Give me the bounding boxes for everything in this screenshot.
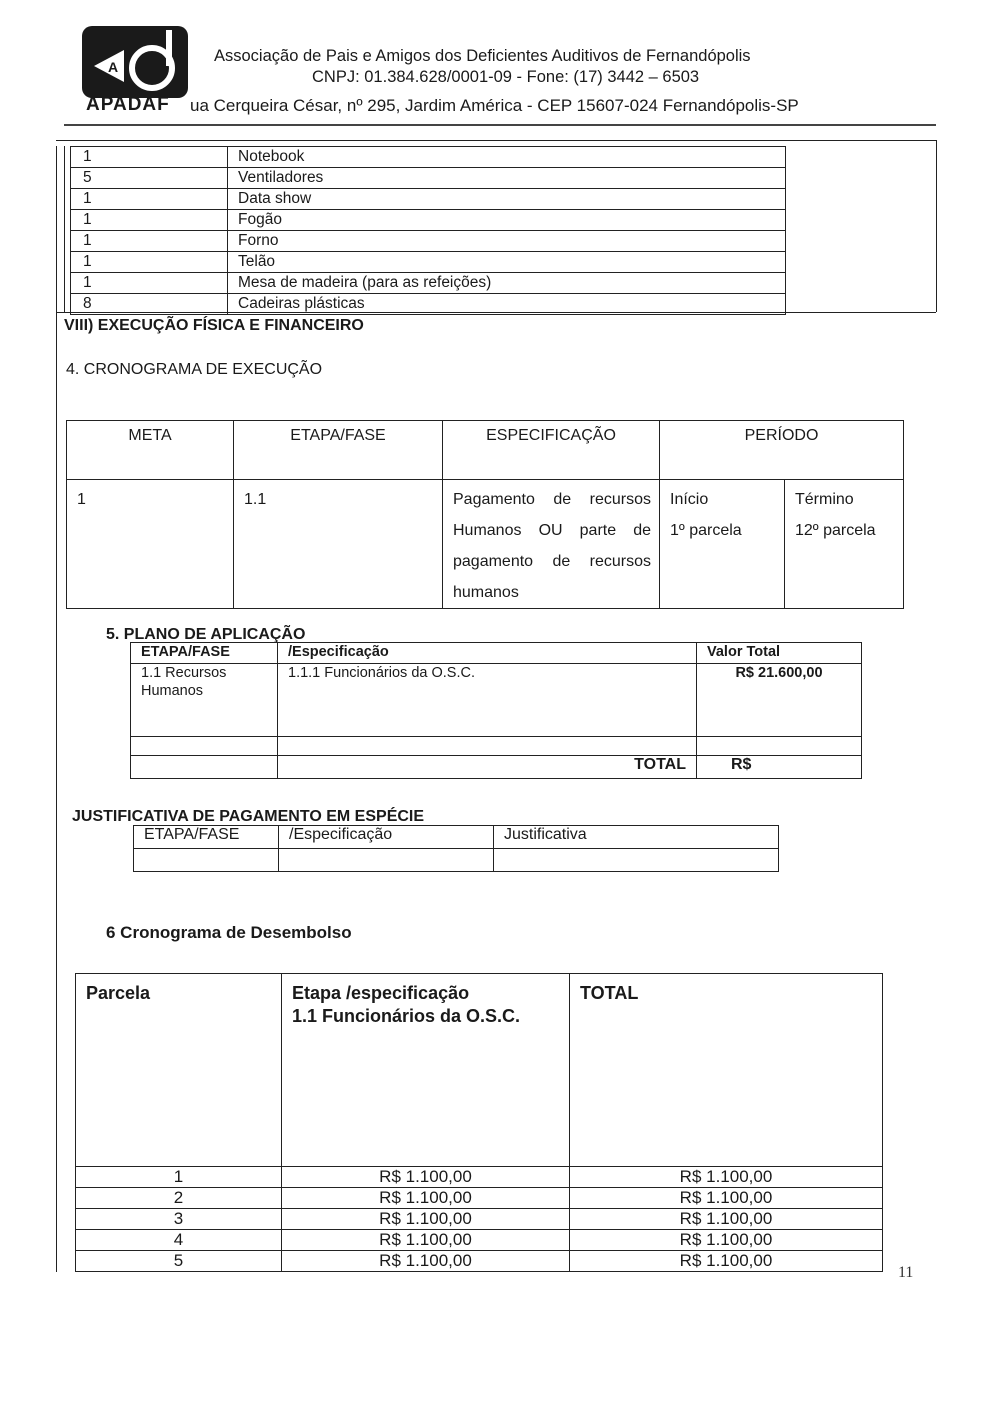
parcela-cell: 4 bbox=[76, 1230, 282, 1251]
valor-cell: R$ 1.100,00 bbox=[282, 1251, 570, 1272]
table-row bbox=[71, 252, 786, 273]
table-total-row bbox=[131, 756, 862, 779]
col-etapa-header bbox=[282, 974, 570, 1167]
empty-cell bbox=[131, 756, 278, 779]
valor-cell: R$ 1.100,00 bbox=[282, 1209, 570, 1230]
equipment-name: Forno bbox=[228, 231, 786, 252]
section-heading-6: 6 Cronograma de Desembolso bbox=[106, 923, 352, 942]
header-divider bbox=[64, 124, 936, 126]
parcela-cell: 5 bbox=[76, 1251, 282, 1272]
justification-table bbox=[133, 825, 779, 872]
table-row bbox=[76, 1167, 883, 1188]
total-cell: R$ 1.100,00 bbox=[570, 1209, 883, 1230]
table-header-row bbox=[76, 974, 883, 1167]
parcela-cell: 3 bbox=[76, 1209, 282, 1230]
col-periodo-header: PERÍODO bbox=[660, 421, 904, 480]
empty-cell bbox=[279, 849, 494, 872]
empty-cell bbox=[134, 849, 279, 872]
empty-cell bbox=[278, 737, 697, 756]
frame-top-line bbox=[56, 140, 936, 141]
disbursement-schedule-table bbox=[75, 973, 883, 1272]
etapa-header-sub: 1.1 Funcionários da O.S.C. bbox=[292, 1006, 521, 1026]
valor-cell: R$ 1.100,00 bbox=[282, 1230, 570, 1251]
parcela-cell: 1 bbox=[76, 1167, 282, 1188]
termino-cell bbox=[785, 480, 904, 609]
empty-cell bbox=[131, 737, 278, 756]
especificacao-cell: Pagamento de recursos Humanos OU parte de pagamento de recursos humanos bbox=[443, 480, 660, 609]
logo-badge bbox=[82, 26, 188, 98]
equipment-qty: 1 bbox=[71, 210, 228, 231]
equipment-qty: 1 bbox=[71, 147, 228, 168]
table-row bbox=[71, 231, 786, 252]
table-row bbox=[71, 168, 786, 189]
logo-text: APADAF bbox=[86, 94, 170, 115]
etapa-cell: 1.1 Recursos Humanos bbox=[131, 664, 278, 737]
col-especificacao-header: /Especificação bbox=[278, 643, 697, 664]
svg-text:A: A bbox=[108, 59, 119, 75]
table-row bbox=[67, 480, 904, 609]
etapa-cell: 1.1 bbox=[234, 480, 443, 609]
equipment-qty: 8 bbox=[71, 294, 228, 315]
table-row bbox=[71, 147, 786, 168]
table-row bbox=[71, 210, 786, 231]
equipment-name: Notebook bbox=[228, 147, 786, 168]
page-number: 11 bbox=[898, 1264, 914, 1281]
equipment-name: Mesa de madeira (para as refeições) bbox=[228, 273, 786, 294]
execution-schedule-table bbox=[66, 420, 904, 609]
table-row bbox=[76, 1230, 883, 1251]
col-justificativa-header: Justificativa bbox=[494, 826, 779, 849]
table-row bbox=[131, 737, 862, 756]
application-plan-table bbox=[130, 642, 862, 779]
table-row bbox=[71, 273, 786, 294]
col-parcela-header: Parcela bbox=[76, 974, 282, 1167]
table-header-row bbox=[131, 643, 862, 664]
empty-cell bbox=[494, 849, 779, 872]
meta-cell: 1 bbox=[67, 480, 234, 609]
org-name: Associação de Pais e Amigos dos Deficientes Auditivos de Fernandópolis bbox=[214, 47, 751, 65]
section-heading-4: 4. CRONOGRAMA DE EXECUÇÃO bbox=[66, 361, 323, 378]
equipment-name: Ventiladores bbox=[228, 168, 786, 189]
table-row bbox=[76, 1209, 883, 1230]
total-cell: R$ 1.100,00 bbox=[570, 1251, 883, 1272]
col-valor-header: Valor Total bbox=[697, 643, 862, 664]
parcela-cell: 2 bbox=[76, 1188, 282, 1209]
equipment-name: Data show bbox=[228, 189, 786, 210]
frame-inner-left-line bbox=[64, 146, 65, 312]
org-cnpj: CNPJ: 01.384.628/0001-09 - Fone: (17) 3442 – 6503 bbox=[312, 68, 700, 86]
org-address: ua Cerqueira César, nº 295, Jardim América - CEP 15607-024 Fernandópolis-SP bbox=[190, 96, 799, 115]
frame-left-line bbox=[56, 146, 57, 1272]
col-meta-header: META bbox=[67, 421, 234, 480]
col-especificacao-header: /Especificação bbox=[279, 826, 494, 849]
inicio-cell bbox=[660, 480, 785, 609]
equipment-name: Cadeiras plásticas bbox=[228, 294, 786, 315]
equipment-name: Telão bbox=[228, 252, 786, 273]
section-heading-viii: VIII) EXECUÇÃO FÍSICA E FINANCEIRO bbox=[64, 317, 364, 334]
table-row bbox=[71, 189, 786, 210]
frame-right-line bbox=[936, 140, 937, 312]
equipment-qty: 1 bbox=[71, 231, 228, 252]
equipment-name: Fogão bbox=[228, 210, 786, 231]
equipment-qty: 1 bbox=[71, 252, 228, 273]
total-cell: R$ 1.100,00 bbox=[570, 1167, 883, 1188]
valor-cell: R$ 1.100,00 bbox=[282, 1167, 570, 1188]
table-row bbox=[131, 664, 862, 737]
equipment-qty: 1 bbox=[71, 189, 228, 210]
table-row bbox=[71, 294, 786, 315]
termino-label: Término bbox=[795, 491, 854, 508]
valor-cell: R$ 21.600,00 bbox=[697, 664, 862, 737]
total-cell: R$ 1.100,00 bbox=[570, 1230, 883, 1251]
valor-cell: R$ 1.100,00 bbox=[282, 1188, 570, 1209]
ear-symbol-icon bbox=[82, 26, 188, 98]
etapa-header-title: Etapa /especificação bbox=[292, 983, 470, 1003]
equipment-qty: 1 bbox=[71, 273, 228, 294]
table-header-row bbox=[134, 826, 779, 849]
section-heading-5: 5. PLANO DE APLICAÇÃO bbox=[106, 626, 306, 643]
equipment-qty: 5 bbox=[71, 168, 228, 189]
table-row bbox=[76, 1188, 883, 1209]
inicio-label: Início bbox=[670, 491, 709, 508]
col-etapa-header: ETAPA/FASE bbox=[131, 643, 278, 664]
col-etapa-header: ETAPA/FASE bbox=[134, 826, 279, 849]
total-cell: R$ 1.100,00 bbox=[570, 1188, 883, 1209]
equipment-table bbox=[70, 146, 786, 315]
col-especificacao-header: ESPECIFICAÇÃO bbox=[443, 421, 660, 480]
especificacao-cell: 1.1.1 Funcionários da O.S.C. bbox=[278, 664, 697, 737]
table-row bbox=[134, 849, 779, 872]
col-total-header: TOTAL bbox=[570, 974, 883, 1167]
empty-cell bbox=[697, 737, 862, 756]
table-header-row bbox=[67, 421, 904, 480]
inicio-value: 1º parcela bbox=[670, 522, 742, 539]
col-etapa-header: ETAPA/FASE bbox=[234, 421, 443, 480]
total-value: R$ bbox=[697, 756, 862, 779]
section-heading-justificativa: JUSTIFICATIVA DE PAGAMENTO EM ESPÉCIE bbox=[72, 808, 425, 825]
termino-value: 12º parcela bbox=[795, 522, 876, 539]
org-logo bbox=[82, 26, 190, 100]
total-label: TOTAL bbox=[278, 756, 697, 779]
table-row bbox=[76, 1251, 883, 1272]
